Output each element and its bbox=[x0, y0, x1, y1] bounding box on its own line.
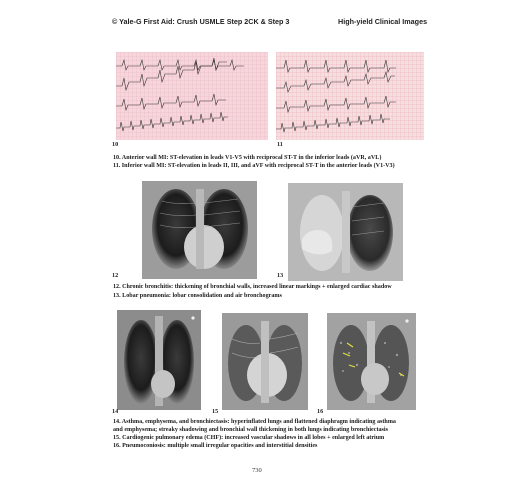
figure-number-13: 13 bbox=[277, 272, 284, 279]
page-number: 730 bbox=[252, 467, 262, 474]
running-header-title: © Yale-G First Aid: Crush USMLE Step 2CK & Step 3 bbox=[112, 17, 290, 26]
xray-pulmonary-edema-image bbox=[222, 313, 308, 410]
figure-number-14: 14 bbox=[112, 408, 119, 415]
caption-12: 12. Chronic bronchitis: thickening of bronchial walls, increased linear markings + enlarged cardiac shadow bbox=[113, 284, 392, 290]
xray-chronic-bronchitis-image bbox=[142, 181, 257, 279]
caption-14-line-1: 14. Asthma, emphysema, and bronchiectasis: hyperinflated lungs and flattened diaphragm indicating asthma bbox=[113, 419, 396, 425]
caption-13: 13. Lobar pneumonia: lobar consolidation and air bronchograms bbox=[113, 293, 282, 299]
figure-number-10: 10 bbox=[112, 141, 119, 148]
figure-number-16: 16 bbox=[317, 408, 324, 415]
caption-10: 10. Anterior wall MI: ST-elevation in leads V1-V5 with reciprocal ST-T in the inferior leads (aVR, aVL) bbox=[113, 155, 382, 161]
figure-number-11: 11 bbox=[277, 141, 283, 148]
caption-16: 16. Pneumoconiosis: multiple small irregular opacities and interstitial densities bbox=[113, 443, 318, 449]
caption-11: 11. Inferior wall MI: ST-elevation in leads II, III, and aVF with reciprocal ST-T in the anterior leads (V1-V3) bbox=[113, 163, 395, 169]
xray-pneumoconiosis-image bbox=[327, 313, 416, 410]
ecg-anterior-mi-image bbox=[116, 52, 268, 140]
running-header-section: High-yield Clinical Images bbox=[338, 17, 428, 26]
caption-15: 15. Cardiogenic pulmonary edema (CHF): increased vascular shadows in all lobes + enlarged left atrium bbox=[113, 435, 385, 441]
figure-number-15: 15 bbox=[212, 408, 219, 415]
xray-asthma-emphysema-image bbox=[117, 310, 201, 410]
xray-lobar-pneumonia-image bbox=[288, 183, 403, 281]
ecg-inferior-mi-image bbox=[276, 52, 424, 140]
figure-number-12: 12 bbox=[112, 272, 119, 279]
caption-14-line-2: and emphysema; streaky shadowing and bronchial wall thickening in both lungs indicating bronchiectasis bbox=[113, 427, 388, 433]
